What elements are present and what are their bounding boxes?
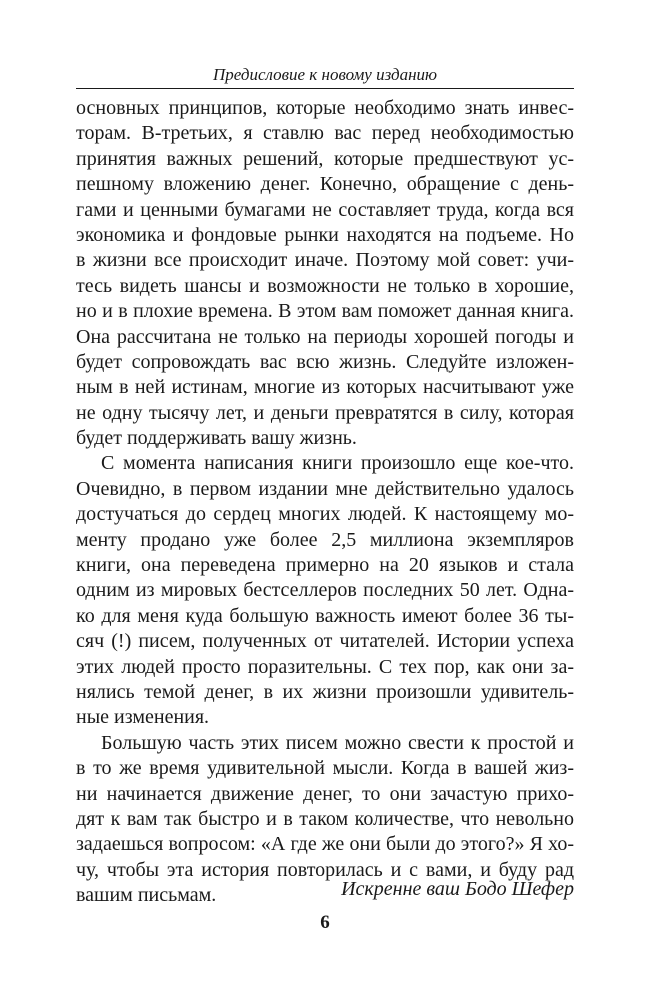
text-line: будет поддерживать вашу жизнь. [76,427,357,450]
header-rule [76,88,574,89]
paragraph-1 [76,96,574,451]
text-line: в жизни все происходит иначе. Поэтому мой совет: учи- [76,249,574,272]
text-line: ным в ней истинам, многие из которых насчитывают уже [76,376,574,399]
text-line: книги, она переведена примерно на 20 языков и стала [76,554,574,577]
text-line: достучаться до сердец многих людей. К настоящему мо- [76,503,574,526]
text-line: торам. В-третьих, я ставлю вас перед необходимостью [76,122,574,145]
text-line: этих людей просто поразительны. С тех пор, как они за- [76,655,574,678]
text-line: чу, чтобы эта история повторилась и с вами, и буду рад [76,858,574,881]
text-line: пешному вложению денег. Конечно, обращение с день- [76,173,574,196]
page-number: 6 [320,912,330,933]
signature: Искренне ваш Бодо Шефер [341,878,574,900]
text-line: С момента написания книги произошло еще кое-что. [101,452,574,475]
text-line: будет сопровождать вас всю жизнь. Следуйте изложен- [76,350,574,373]
text-line: ни начинается движение денег, то они зачастую прихо- [76,782,574,805]
text-line: гами и ценными бумагами не составляет труда, когда вся [76,198,574,221]
text-line: тесь видеть шансы и возможности не только в хорошие, [76,274,574,297]
text-line: экономика и фондовые рынки находятся на подъеме. Но [76,223,574,246]
text-line: сяч (!) писем, полученных от читателей. Истории успеха [76,630,574,653]
text-line: не одну тысячу лет, и деньги превратятся в силу, которая [76,401,574,424]
text-line: Очевидно, в первом издании мне действительно удалось [76,477,574,500]
text-line: нялись темой денег, в их жизни произошли удивитель- [76,680,574,703]
text-line: вашим письмам. [76,884,217,907]
text-line: одним из мировых бестселлеров последних 50 лет. Одна- [76,579,574,602]
text-line: в то же время удивительной мысли. Когда в вашей жиз- [76,757,574,780]
text-line: дят к вам так быстро и в таком количестве, что невольно [76,807,574,830]
text-line: принятия важных решений, которые предшествуют ус- [76,147,574,170]
body-text [76,96,574,909]
text-line: задаешься вопросом: «А где же они были до этого?» Я хо- [76,833,574,856]
text-line: Она рассчитана не только на периоды хорошей погоды и [76,325,574,348]
text-line: но и в плохие времена. В этом вам поможет данная книга. [76,300,574,323]
text-line: основных принципов, которые необходимо знать инвес- [76,97,574,119]
text-line: ные изменения. [76,706,210,729]
text-line: менту продано уже более 2,5 миллиона экземпляров [76,528,574,551]
text-line: ко для меня куда большую важность имеют более 36 ты- [76,604,574,627]
paragraph-2 [76,451,574,730]
running-header: Предисловие к новому изданию [212,65,438,84]
text-line: Большую часть этих писем можно свести к простой и [101,731,574,754]
